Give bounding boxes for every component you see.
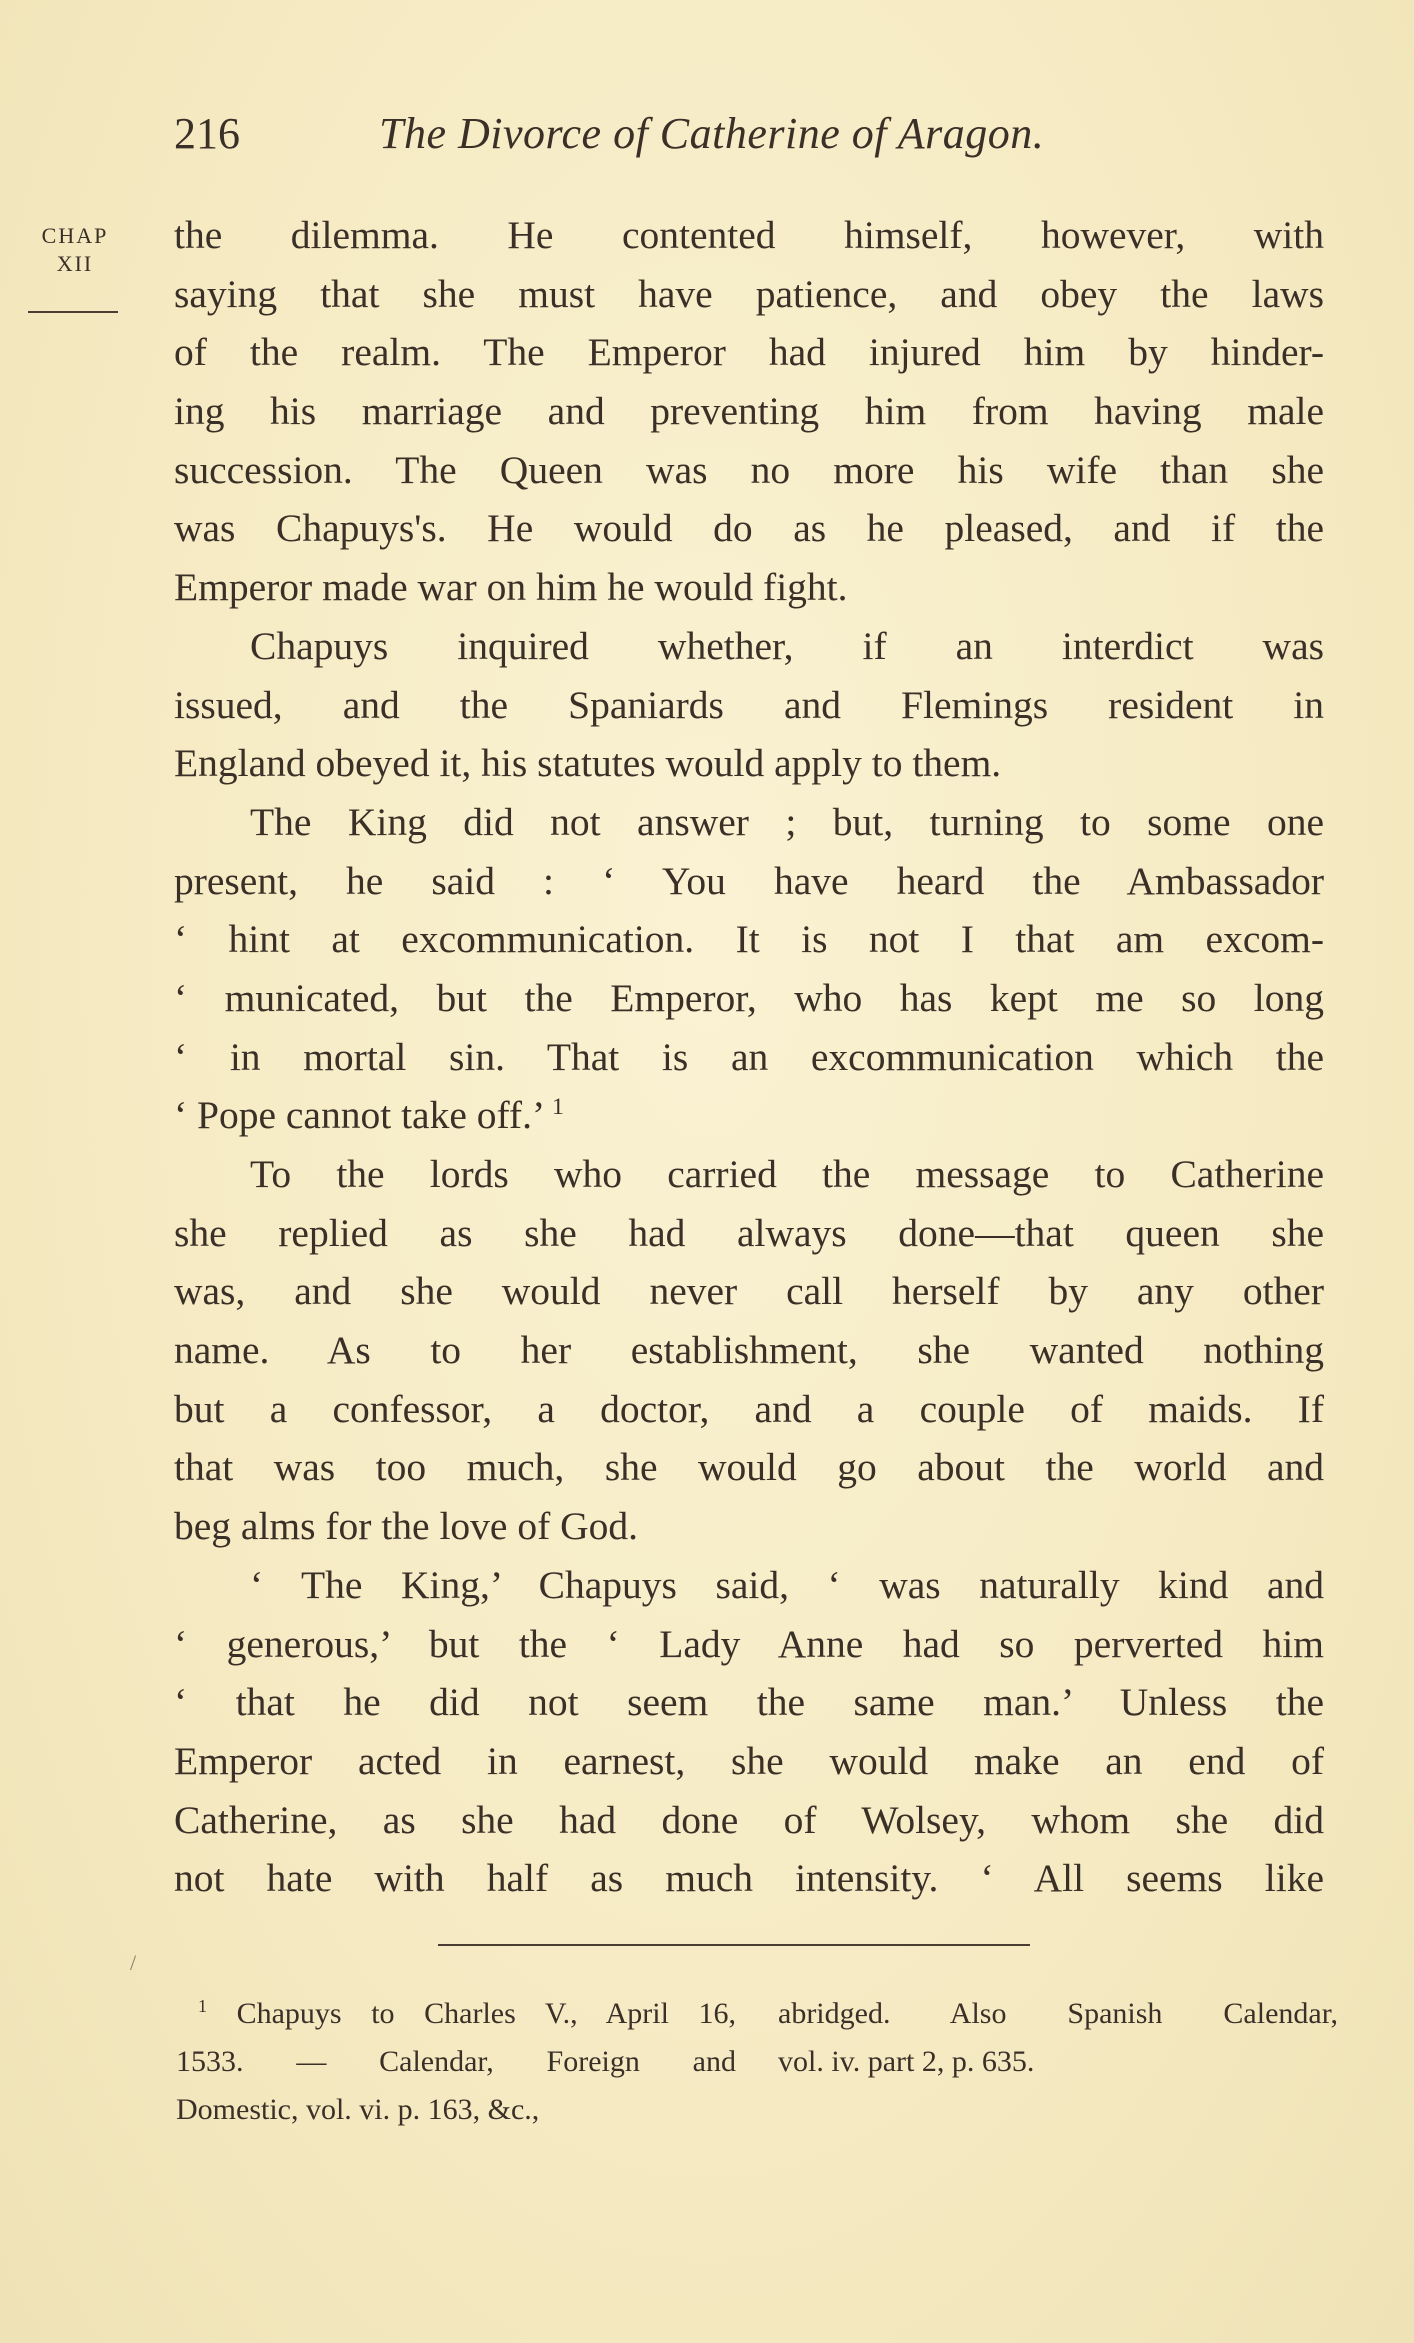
text-line: ‘ that he did not seem the same man.’ Unless the — [174, 1680, 1324, 1725]
footnote-column-left — [176, 1990, 736, 2134]
text-line: Emperor acted in earnest, she would make an end of — [174, 1738, 1324, 1783]
footnote-line: 1533. — Calendar, Foreign and — [176, 2045, 736, 2078]
text-line: was, and she would never call herself by any other — [174, 1269, 1324, 1314]
footnote-marker: 1 — [198, 1996, 207, 2017]
text-line: The King did not answer ; but, turning to some one — [250, 799, 1324, 844]
stray-ink-mark: / — [130, 1950, 137, 1975]
text-line: not hate with half as much intensity. ‘ All seems like — [174, 1856, 1324, 1901]
text-line-with-footnote-ref — [174, 1086, 1324, 1145]
text-line: of the realm. The Emperor had injured him by hinder- — [174, 330, 1324, 375]
text-line: England obeyed it, his statutes would apply to them. — [174, 741, 1002, 786]
text-line: ‘ The King,’ Chapuys said, ‘ was naturally kind and — [250, 1562, 1324, 1607]
text-line: Catherine, as she had done of Wolsey, whom she did — [174, 1797, 1324, 1842]
text-line: succession. The Queen was no more his wife than she — [174, 447, 1324, 492]
text-line: beg alms for the love of God. — [174, 1504, 639, 1549]
text-line: but a confessor, a doctor, and a couple of maids. If — [174, 1386, 1324, 1431]
chapter-label: CHAP — [41, 223, 109, 248]
running-title: The Divorce of Catherine of Aragon. — [379, 109, 1045, 158]
text-line: name. As to her establishment, she wanted nothing — [174, 1328, 1324, 1373]
footnote-line: abridged. Also Spanish Calendar, — [778, 1997, 1338, 2030]
footnote-text: Chapuys to Charles V., April 16, — [236, 1997, 737, 2030]
text-line: saying that she must have patience, and obey the laws — [174, 271, 1324, 316]
text-line: issued, and the Spaniards and Flemings resident in — [174, 682, 1324, 727]
margin-rule — [28, 311, 118, 313]
text-line: To the lords who carried the message to Catherine — [250, 1152, 1324, 1196]
text-line: Chapuys inquired whether, if an interdict was — [250, 623, 1324, 668]
footnote-line — [176, 1990, 736, 2038]
text-line: ‘ generous,’ but the ‘ Lady Anne had so perverted him — [174, 1621, 1324, 1666]
text-line: the dilemma. He contented himself, however, with — [174, 213, 1324, 257]
text-line: that was too much, she would go about the world and — [174, 1445, 1324, 1490]
footnote-line: vol. iv. part 2, p. 635. — [778, 2045, 1035, 2078]
text-line: ‘ municated, but the Emperor, who has kept me so long — [174, 975, 1324, 1020]
footnote-column-right — [778, 1990, 1338, 2086]
chapter-number: XII — [56, 251, 94, 276]
body-text — [174, 206, 1324, 1908]
text-line: Emperor made war on him he would fight. — [174, 565, 848, 610]
footnote-reference[interactable]: 1 — [552, 1094, 564, 1121]
text-line: present, he said : ‘ You have heard the Ambassador — [174, 858, 1324, 903]
footnote-rule — [438, 1944, 1030, 1946]
footnote-line: Domestic, vol. vi. p. 163, &c., — [176, 2093, 540, 2126]
page-header — [174, 108, 1324, 168]
chapter-margin-note — [30, 222, 120, 278]
text-line: ‘ Pope cannot take off.’ — [174, 1093, 543, 1138]
text-line: ‘ in mortal sin. That is an excommunication which the — [174, 1034, 1324, 1079]
text-line: ing his marriage and preventing him from having male — [174, 389, 1324, 434]
text-line: was Chapuys's. He would do as he pleased, and if the — [174, 506, 1324, 551]
text-line: she replied as she had always done—that queen she — [174, 1210, 1324, 1255]
page-number: 216 — [174, 109, 240, 158]
text-line: ‘ hint at excommunication. It is not I that am excom- — [174, 917, 1324, 962]
